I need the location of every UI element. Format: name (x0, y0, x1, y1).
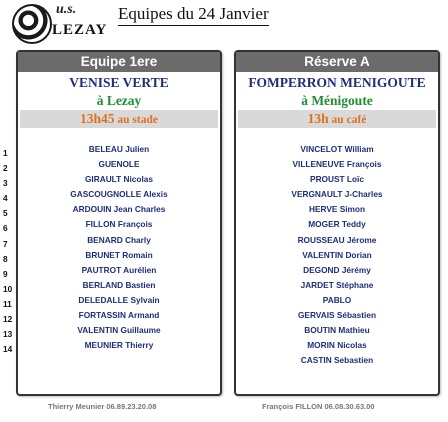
player-row: PROUST Loïc (310, 174, 364, 185)
player-number: 7 (3, 238, 8, 249)
player-row: PABLO (322, 294, 352, 305)
player-row: BRUNET Romain (85, 249, 153, 260)
player-row: GASCOUGNOLLE Alexis (70, 189, 168, 200)
team-header: Equipe 1ere (18, 52, 220, 72)
player-row: VERGNAULT J-Charles (291, 189, 383, 200)
player-row: FILLON François (85, 219, 153, 230)
player-number: 6 (3, 223, 8, 234)
player-row: ARDOUIN Jean Charles (72, 204, 166, 215)
player-row: BOUTIN Mathieu (304, 325, 370, 336)
team-header: Réserve A (236, 52, 438, 72)
player-row: MORIN Nicolas (307, 340, 367, 351)
logo-top-text: u.s. (56, 2, 77, 17)
player-row: MEUNIER Thierry (84, 340, 154, 351)
club-logo (12, 2, 106, 48)
player-row: VINCELOT William (300, 144, 374, 154)
match-venue: à Ménigoute (301, 93, 373, 108)
player-row: BENARD Charly (87, 234, 151, 245)
opponent-name: VENISE VERTE (69, 75, 169, 90)
player-number: 9 (3, 268, 8, 279)
contact-reserve-a: François FILLON 06.08.30.63.00 (262, 402, 375, 411)
player-number: 13 (3, 329, 13, 340)
meeting-time-bar (20, 110, 218, 128)
player-number: 1 (3, 148, 8, 158)
contact-equipe-1ere: Thierry Meunier 06.89.23.20.08 (48, 402, 157, 411)
football-icon (12, 4, 52, 44)
match-venue: à Lezay (96, 93, 142, 108)
player-number: 10 (3, 283, 13, 294)
player-number: 2 (3, 163, 8, 174)
player-row: FORTASSIN Armand (78, 310, 160, 321)
meeting-place: au café (328, 114, 367, 126)
player-list (18, 142, 220, 353)
player-list (236, 142, 438, 368)
player-row: BELEAU Julien (88, 144, 150, 154)
meeting-time: 13h45 (80, 111, 115, 126)
opponent-name: FOMPERRON MENIGOUTE (248, 75, 426, 90)
player-row: HERVE Simon (308, 204, 366, 215)
meeting-place: au stade (114, 114, 158, 126)
logo-club-name: LEZAY (52, 22, 108, 38)
player-row: GERVAIS Sébastien (297, 310, 377, 321)
player-row: BERLAND Bastien (82, 279, 156, 290)
player-numbers (3, 146, 12, 357)
player-row: GUENOLE (98, 159, 140, 170)
team-card-equipe-1ere (16, 50, 222, 396)
player-row: DEGOND Jérémy (303, 264, 371, 275)
player-row: VILLENEUVE François (292, 159, 382, 170)
player-row: JARDET Stéphane (300, 279, 374, 290)
player-number: 4 (3, 193, 8, 204)
player-row: DELEDALLE Sylvain (78, 294, 160, 305)
meeting-time: 13h (307, 111, 329, 126)
player-number: 14 (3, 344, 13, 355)
player-row: PAUTROT Aurélien (81, 264, 157, 275)
page-title: Equipes du 24 Janvier (118, 4, 269, 26)
player-row: VALENTIN Dorian (302, 249, 372, 260)
player-number: 11 (3, 298, 12, 309)
player-row: MOGER Teddy (308, 219, 366, 230)
team-card-reserve-a (234, 50, 440, 396)
player-number: 8 (3, 253, 8, 264)
player-row: ROUSSEAU Jérome (297, 234, 377, 245)
player-number: 12 (3, 314, 13, 325)
meeting-time-bar (238, 110, 436, 128)
player-number: 5 (3, 208, 8, 219)
player-row: GIRAULT Nicolas (84, 174, 154, 185)
player-row: CASTIN Sebastien (300, 355, 374, 366)
player-row: VALENTIN Guillaume (77, 325, 161, 336)
player-number: 3 (3, 178, 8, 189)
